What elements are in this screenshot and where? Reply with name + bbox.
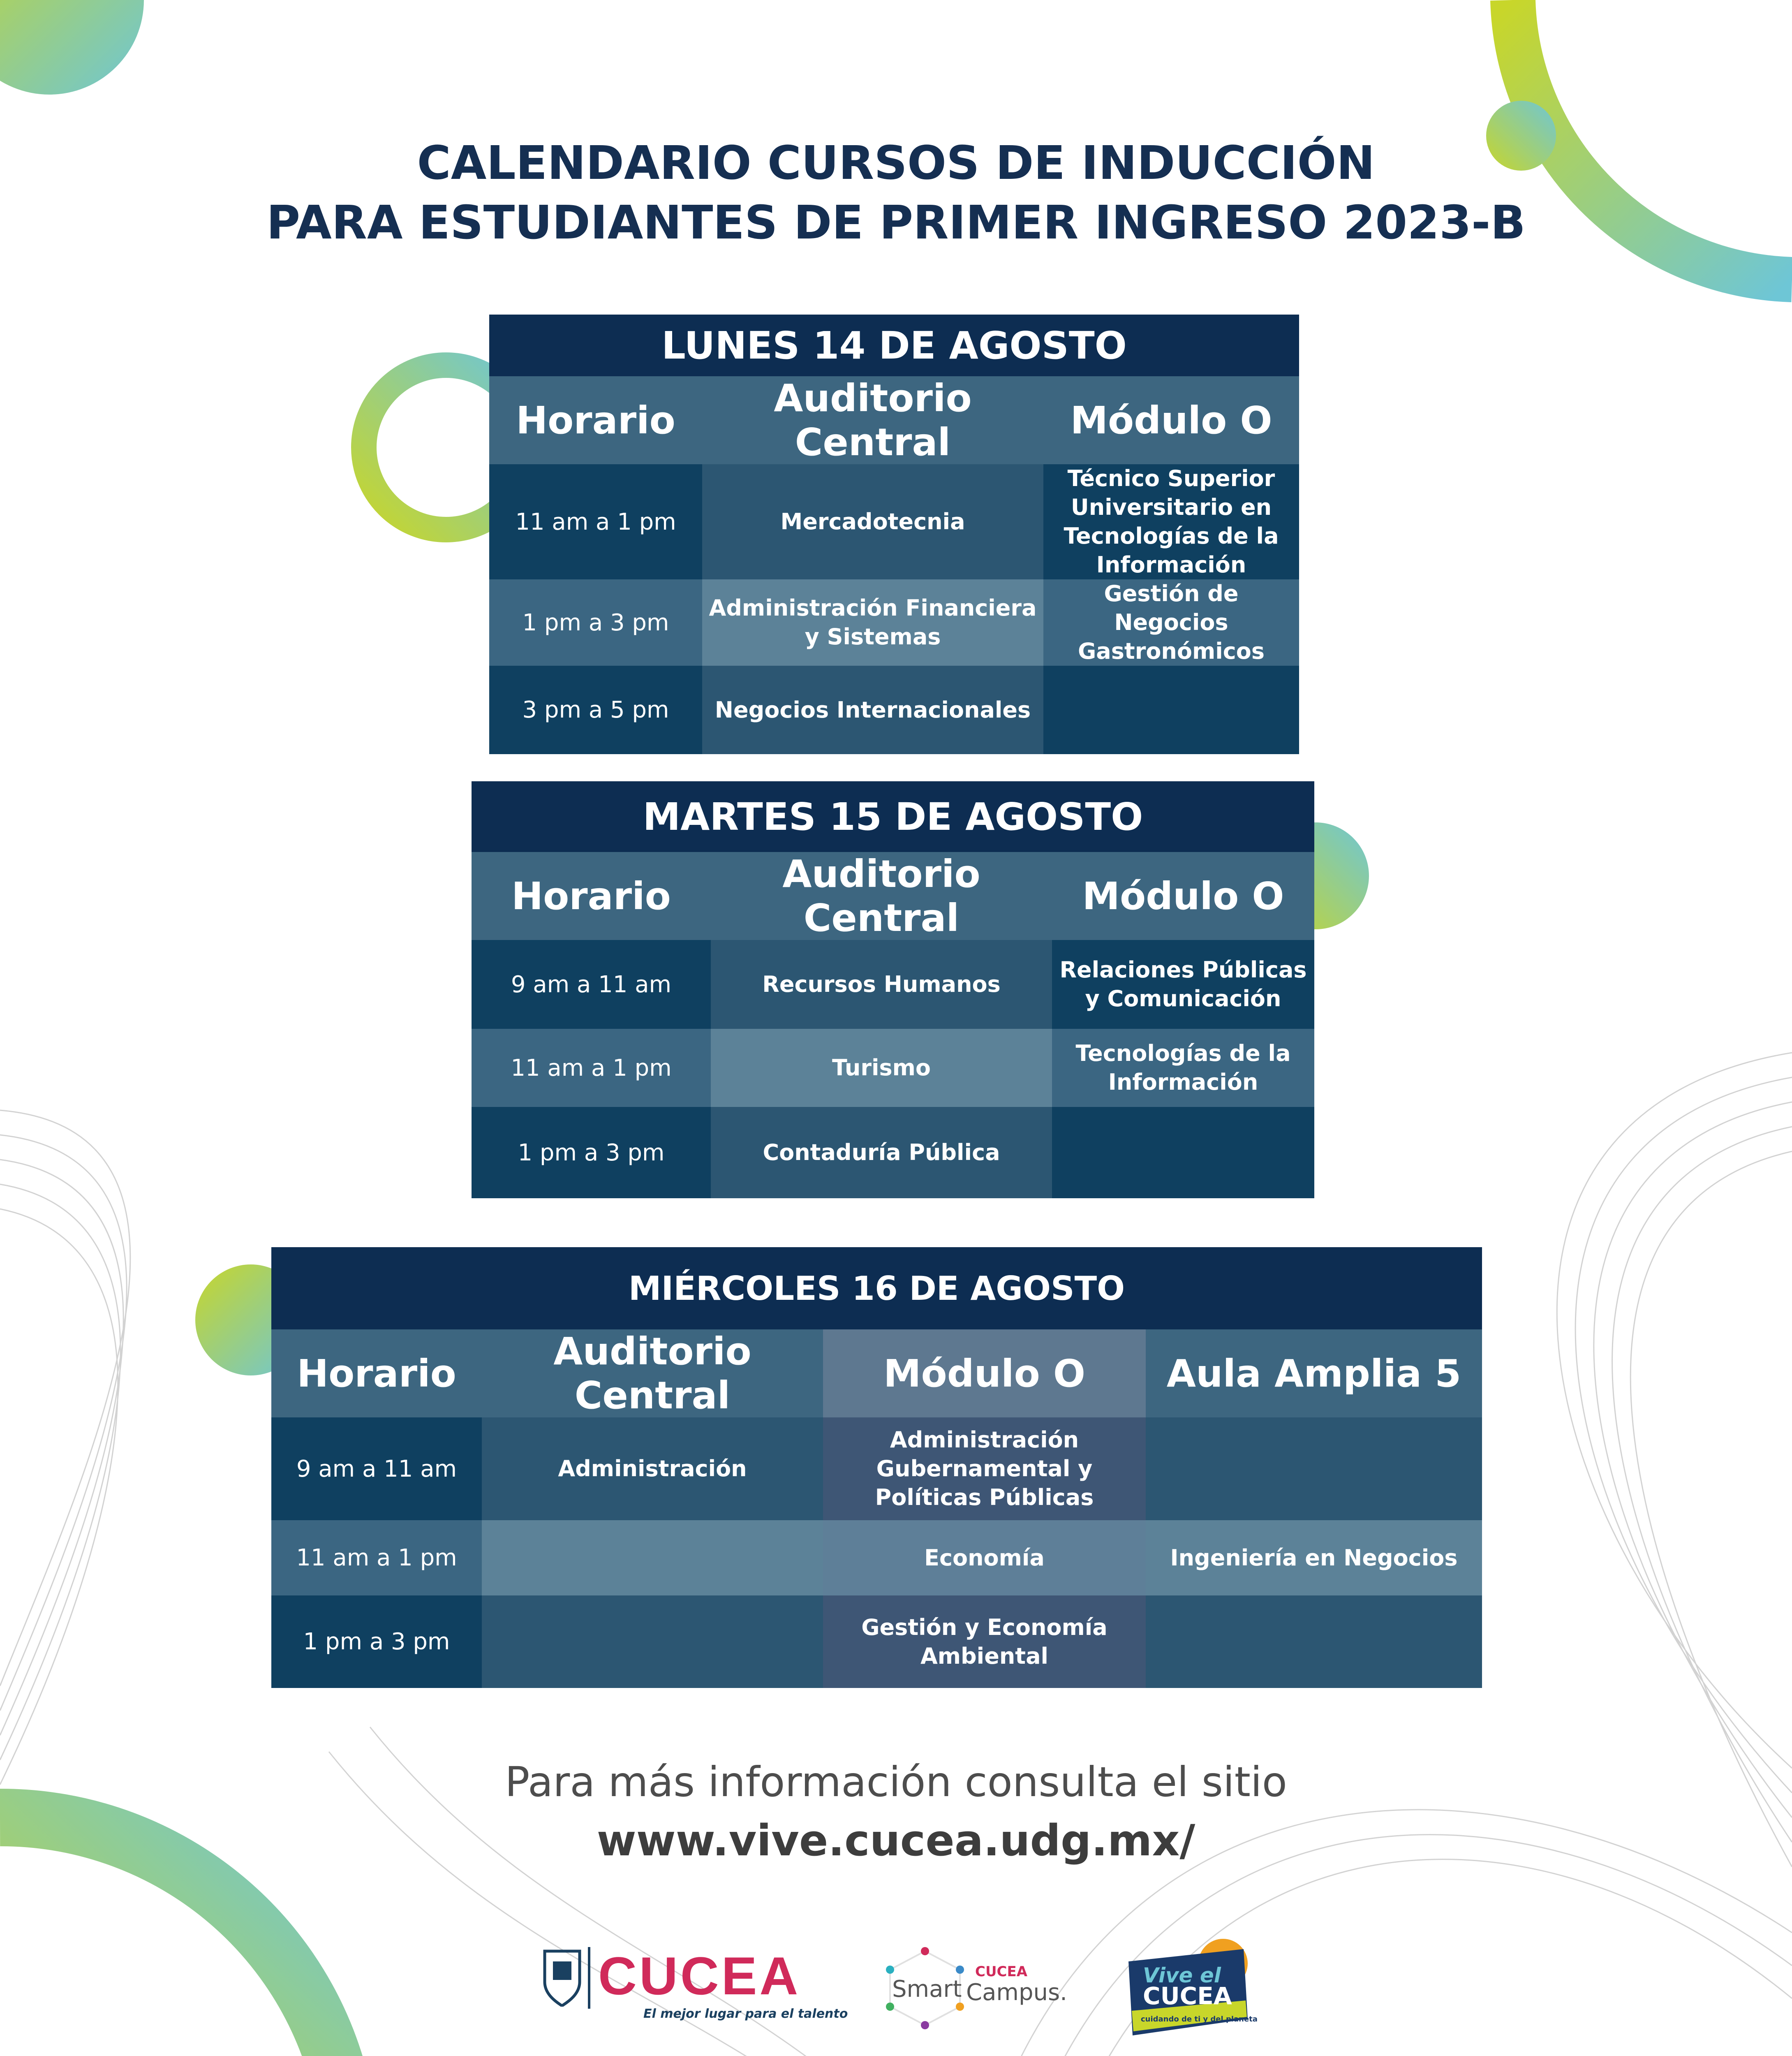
header-modulo: Módulo O <box>823 1329 1146 1417</box>
header-horario: Horario <box>511 874 671 918</box>
corner-circle-decoration <box>0 0 144 95</box>
monday-day-header: LUNES 14 DE AGOSTO <box>489 315 1299 376</box>
course-cell: Negocios Internacionales <box>702 666 1043 754</box>
course-cell: Recursos Humanos <box>711 940 1052 1029</box>
cucea-logo <box>543 1945 848 2023</box>
course-cell: Administración Gubernamental y Políticas Públicas <box>823 1417 1146 1520</box>
smart-text: Smart <box>892 1976 962 2003</box>
course-cell <box>1146 1417 1482 1520</box>
time-cell: 9 am a 11 am <box>472 940 711 1029</box>
title-line-1: CALENDARIO CURSOS DE INDUCCIÓN <box>417 137 1375 190</box>
page-title <box>0 134 1792 253</box>
time-cell: 3 pm a 5 pm <box>489 666 702 754</box>
course-cell: Gestión de Negocios Gastronómicos <box>1043 579 1299 666</box>
campus-text: Campus. <box>966 1979 1067 2006</box>
course-cell: Turismo <box>711 1029 1052 1107</box>
course-cell: Ingeniería en Negocios <box>1146 1520 1482 1595</box>
course-cell: Tecnologías de la Información <box>1052 1029 1314 1107</box>
title-line-2: PARA ESTUDIANTES DE PRIMER INGRESO 2023-B <box>266 196 1526 250</box>
time-cell: 1 pm a 3 pm <box>489 579 702 666</box>
header-auditorio: Auditorio Central <box>774 376 972 464</box>
monday-schedule-table <box>489 315 1299 754</box>
header-auditorio: Auditorio Central <box>553 1329 751 1417</box>
course-cell: Relaciones Públicas y Comunicación <box>1052 940 1314 1029</box>
wednesday-day-header: MIÉRCOLES 16 DE AGOSTO <box>271 1247 1482 1329</box>
vive-cucea-logo <box>1124 1933 1256 2048</box>
course-cell <box>1146 1595 1482 1688</box>
course-cell: Administración <box>482 1417 823 1520</box>
course-cell: Economía <box>823 1520 1146 1595</box>
tuesday-schedule-table <box>472 781 1314 1198</box>
time-cell: 11 am a 1 pm <box>489 464 702 579</box>
time-cell: 11 am a 1 pm <box>472 1029 711 1107</box>
udg-shield-icon <box>543 1949 582 2007</box>
vive-text-line1: Vive el <box>1143 1963 1221 1987</box>
course-cell: Técnico Superior Universitario en Tecnologías de la Información <box>1043 464 1299 579</box>
wednesday-schedule-table <box>271 1247 1482 1688</box>
course-cell: Mercadotecnia <box>702 464 1043 579</box>
header-horario: Horario <box>297 1351 456 1396</box>
cucea-logo-text: CUCEA <box>598 1946 801 2006</box>
cucea-tagline: El mejor lugar para el talento <box>643 2007 848 2021</box>
course-cell: Contaduría Pública <box>711 1107 1052 1198</box>
tuesday-day-header: MARTES 15 DE AGOSTO <box>472 781 1314 852</box>
vive-text-line2: CUCEA <box>1143 1982 1232 2010</box>
time-cell: 1 pm a 3 pm <box>271 1595 482 1688</box>
header-modulo: Módulo O <box>1082 874 1284 918</box>
course-cell: Gestión y Economía Ambiental <box>823 1595 1146 1688</box>
smart-cucea-text: CUCEA <box>975 1963 1028 1980</box>
course-cell: Administración Financiera y Sistemas <box>702 579 1043 666</box>
header-aula: Aula Amplia 5 <box>1166 1351 1461 1396</box>
course-cell <box>1043 666 1299 754</box>
time-cell: 9 am a 11 am <box>271 1417 482 1520</box>
time-cell: 11 am a 1 pm <box>271 1520 482 1595</box>
header-auditorio: Auditorio Central <box>782 852 980 940</box>
header-modulo: Módulo O <box>1070 398 1272 442</box>
course-cell <box>1052 1107 1314 1198</box>
smart-campus-logo <box>880 1947 1067 2029</box>
info-text: Para más información consulta el sitio <box>505 1758 1287 1806</box>
website-link[interactable]: www.vive.cucea.udg.mx/ <box>597 1815 1195 1866</box>
course-cell <box>482 1520 823 1595</box>
time-cell: 1 pm a 3 pm <box>472 1107 711 1198</box>
header-horario: Horario <box>516 398 675 442</box>
course-cell <box>482 1595 823 1688</box>
vive-tagline: cuidando de ti y del planeta <box>1141 2015 1258 2024</box>
